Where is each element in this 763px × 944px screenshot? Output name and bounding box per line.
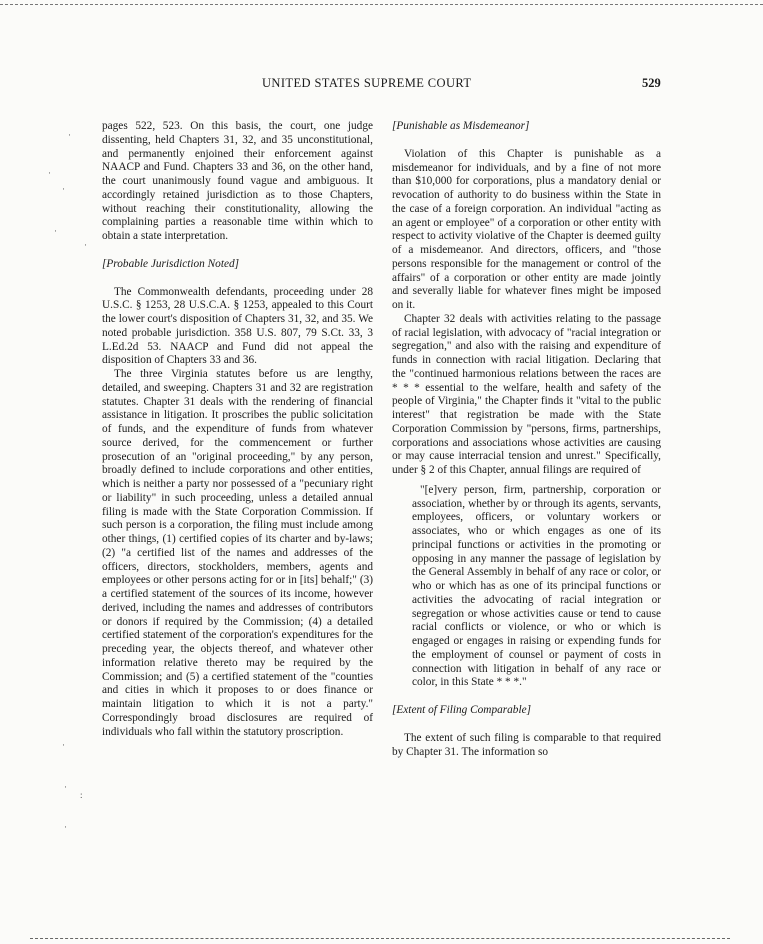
- margin-mark: ·: [64, 822, 67, 832]
- margin-mark: ·: [48, 168, 51, 178]
- paragraph: Violation of this Chapter is punishable as a misdemeanor for individuals, and by a fine of not more than $10,000 for corporations, plus a mandatory denial or revocation of authority to do business within the State in the case of a foreign corporation. An individual "acting as an agent or employee" of a corporation or other entity with respect to activity violative of the Chapter is deemed guilty of a misdemeanor. And directors, officers, and "those persons responsible for the management or control of the affairs" of a corporation or other entity are made jointly and severally liable for whatever fines might be imposed on it.: [392, 147, 661, 311]
- section-heading: [Probable Jurisdiction Noted]: [102, 257, 240, 270]
- margin-mark: ·: [62, 184, 65, 194]
- right-column: [392, 120, 661, 759]
- paragraph: The extent of such filing is comparable to that required by Chapter 31. The information so: [392, 731, 661, 758]
- section-heading: [Extent of Filing Comparable]: [392, 704, 532, 716]
- left-column: [102, 120, 373, 739]
- paragraph: Chapter 32 deals with activities relating to the passage of racial legislation, with advocacy of "racial integration or segregation," and also with the raising and expenditure of funds in connection with racial litigation. Declaring that the "continued harmonious relations between the races are * * * essential to the welfare, health and safety of the people of Virginia," the Chapter finds it "vital to the public interest" that registration be made with the State Corporation Commission by "persons, firms, partnerships, corporations and associations whose activities are causing or may cause interracial tension and unrest." Specifically, under § 2 of this Chapter, annual filings are required of: [392, 312, 661, 476]
- margin-mark: ·: [68, 130, 71, 140]
- margin-mark: :: [80, 790, 83, 800]
- margin-mark: ·: [62, 740, 65, 750]
- paragraph: The three Virginia statutes before us are lengthy, detailed, and sweeping. Chapters 31 and 32 are registration statutes. Chapter 31 deals with the rendering of financial assistance in litigation. It proscribes the public solicitation of funds, and the expenditure of funds from whatever source derived, for the commencement or further prosecution of an "original proceeding," by any person, broadly defined to include corporations and other entities, which is neither a party nor possessed of a "pecuniary right or liability" in such proceeding, unless a detailed annual filing is made with the State Corporation Commission. If such person is a corporation, the filing must include among other things, (1) certified copies of its charter and by-laws; (2) "a certified list of the names and addresses of the officers, directors, stockholders, members, agents and employees or other persons acting for or in [its] behalf;" (3) a certified statement of the sources of its income, however derived, including the names and addresses of contributors or donors if required by the Commission; (4) a detailed certified statement of the corporation's expenditures for the preceding year, the objects thereof, and whatever other information relative thereto may be required by the Commission; and (5) a certified statement of the "counties and cities in which it proposes to or does finance or maintain litigation to which it is not a party." Correspondingly broad disclosures are required of individuals who fall within the statutory proscription.: [102, 368, 373, 738]
- paragraph: The Commonwealth defendants, proceeding under 28 U.S.C. § 1253, 28 U.S.C.A. § 1253, appealed to this Court the lower court's disposition of Chapters 31, 32, and 35. We noted probable jurisdiction. 358 U.S. 807, 79 S.Ct. 33, 3 L.Ed.2d 53. NAACP and Fund did not appeal the disposition of Chapters 33 and 36.: [102, 285, 373, 367]
- block-quote: "[e]very person, firm, partnership, corporation or association, whether by or through its agents, servants, employees, officers, or voluntary workers or associates, who or which engages as one of its principal functions or activities in the promoting or opposing in any manner the passage of legislation by the General Assembly in behalf of any race or color, or who or which has as one of its principal functions or activities the advocating of racial integration or segregation or whose activities cause or tend to cause racial conflicts or violence, or who or which is engaged or engages in raising or expending funds for the employment of counsel or payment of costs in connection with litigation in behalf of any race or color, in this State * * *.": [412, 483, 661, 689]
- section-heading: [Punishable as Misdemeanor]: [392, 120, 530, 132]
- top-scan-edge: [0, 4, 763, 5]
- margin-mark: ·: [84, 240, 87, 250]
- margin-mark: ·: [64, 782, 67, 792]
- paragraph: pages 522, 523. On this basis, the court, one judge dissenting, held Chapters 31, 32, and 35 unconstitutional, and permanently enjoined their enforcement against NAACP and Fund. Chapters 33 and 36, on the other hand, the court unanimously found vague and ambiguous. It accordingly retained jurisdiction as to those Chapters, without reaching their constitutionality, allowing the complaining parties a reasonable time within which to obtain a state interpretation.: [102, 120, 373, 242]
- bottom-scan-edge: [30, 938, 730, 939]
- running-head: UNITED STATES SUPREME COURT: [262, 76, 472, 90]
- page-number: 529: [642, 76, 661, 90]
- margin-mark: ·: [54, 226, 57, 236]
